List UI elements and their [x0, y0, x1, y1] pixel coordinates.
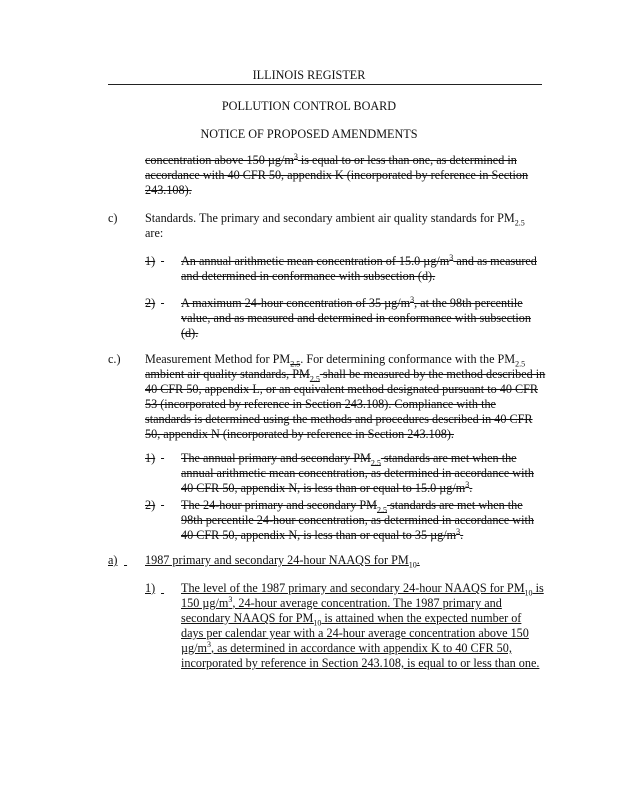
- item-c2-2-line-1: The 24-hour primary and secondary $PM_{2.5}$ standards are met when the: [181, 498, 523, 515]
- notice-title: NOTICE OF PROPOSED AMENDMENTS: [200, 127, 418, 141]
- board-title: POLLUTION CONTROL BOARD: [221, 99, 397, 113]
- item-c2-2-dash: [161, 498, 177, 514]
- item-c1-2-line-1: A maximum 24-hour concentration of 35 $\mu g/m^3$, at the 98th percentile: [181, 294, 523, 310]
- section-c-standards-label: c): [108, 211, 118, 225]
- continuation-line-1: concentration above 150 $\mu g/m^3$ is equal to or less than one, as determined in: [145, 151, 517, 167]
- item-c2-2-label: 2): [145, 498, 156, 512]
- item-c1-1-line-2: and determined in conformance with subsection (d).: [181, 269, 436, 283]
- item-c2-1-dash: [161, 451, 180, 467]
- section-a-label: a): [108, 553, 118, 567]
- item-c1-2-line-3: (d).: [181, 326, 199, 340]
- section-c-measurement-line-4: 53 (incorporated by reference in Section 243.108). Compliance with the: [145, 397, 496, 411]
- item-a-1-line-4: days per calendar year with a 24-hour average concentration above 150: [181, 626, 529, 640]
- item-a-1-underscore: [161, 581, 179, 597]
- item-a-1-label: 1): [145, 581, 156, 595]
- item-c1-2-dash: [161, 296, 180, 312]
- section-a-underscore: [124, 553, 144, 569]
- item-a-1-line-1: The level of the 1987 primary and secondary 24-hour NAAQS for $PM_{10}$ is: [181, 581, 544, 598]
- section-a-heading: 1987 primary and secondary 24-hour NAAQS for $PM_{10}$.: [145, 553, 420, 570]
- item-a-1-line-2: 150 $\mu g/m^3$, 24-hour average concentration. The 1987 primary and: [181, 594, 502, 610]
- item-c2-1-line-2: annual arithmetic mean concentration, as determined in accordance with: [181, 466, 534, 480]
- item-a-1-line-5: $\mu g/m^3$, as determined in accordance with appendix K to 40 CFR 50,: [181, 639, 512, 655]
- item-c2-1-label: 1): [145, 451, 156, 465]
- item-c1-1-dash: [161, 254, 180, 270]
- register-title: ILLINOIS REGISTER: [252, 68, 366, 82]
- continuation-line-2: accordance with 40 CFR 50, appendix K (incorporated by reference in Section: [145, 168, 529, 182]
- section-c-measurement-line-3: 40 CFR 50, appendix L, or an equivalent method designated pursuant to 40 CFR: [145, 382, 538, 396]
- item-c2-1-line-1: The annual primary and secondary $PM_{2.5}$ standards are met when the: [181, 451, 517, 468]
- item-c1-1-label: 1): [145, 254, 156, 268]
- section-c-measurement-line-6: 50, appendix N (incorporated by reference in Section 243.108).: [145, 427, 454, 441]
- section-c-measurement-line-5: standards is determined using the methods and procedures described in 40 CFR: [145, 412, 533, 426]
- item-a-1-line-3: secondary NAAQS for $PM_{10}$ is attained when the expected number of: [181, 611, 522, 628]
- section-c-standards-line-1: Standards. The primary and secondary ambient air quality standards for $PM_{2.5}$: [145, 211, 525, 228]
- item-a-1-line-6: incorporated by reference in Section 243.108, is equal to or less than one.: [181, 656, 540, 670]
- continuation-line-3: 243.108).: [145, 183, 192, 197]
- header-rule: [108, 84, 542, 85]
- section-c-measurement-label: c.): [108, 352, 121, 366]
- item-c1-1-line-1: An annual arithmetic mean concentration of 15.0 $\mu g/m^3$ and as measured: [181, 252, 537, 268]
- item-c1-2-label: 2): [145, 296, 156, 310]
- item-c2-1-line-3: 40 CFR 50, appendix N, is less than or equal to 15.0 $\mu g/m^3$.: [181, 479, 473, 495]
- item-c2-2-line-3: 40 CFR 50, appendix N, is less than or equal to 35 $\mu g/m^3$.: [181, 526, 464, 542]
- section-c-measurement-line-2: ambient air quality standards, $PM_{2.5}$ shall be measured by the method described in: [145, 367, 546, 384]
- section-c-measurement-line-1: Measurement Method for $PM_{2.5}$. For determining conformance with the $PM_{2.5}$: [145, 352, 526, 369]
- item-c2-2-line-2: 98th percentile 24-hour concentration, as determined in accordance with: [181, 513, 534, 527]
- item-c1-2-line-2: value, and as measured and determined in conformance with subsection: [181, 311, 531, 325]
- section-c-standards-line-2: are:: [145, 226, 164, 240]
